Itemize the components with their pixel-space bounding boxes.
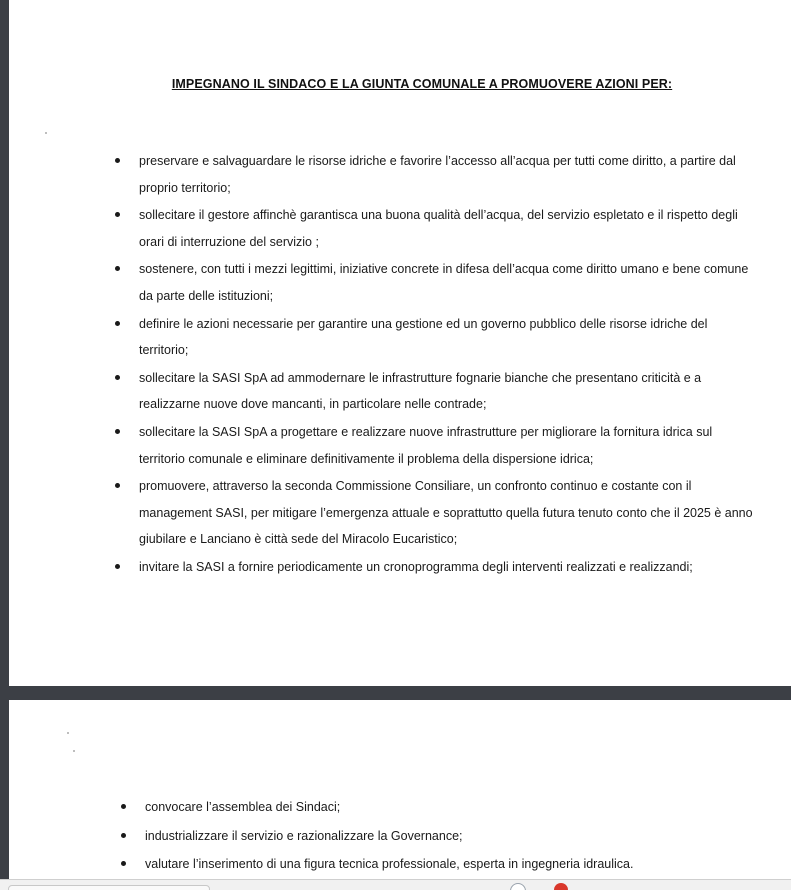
list-item-text: sollecitare il gestore affinchè garantisca una buona qualità dell’acqua, del servizio espletato e il rispetto degli orari di interruzione del servizio ; [139,208,738,249]
bullet-icon [115,564,120,569]
list-item-text: convocare l’assemblea dei Sindaci; [145,800,341,814]
app-icon[interactable] [554,883,568,890]
section-heading: IMPEGNANO IL SINDACO E LA GIUNTA COMUNALE A PROMUOVERE AZIONI PER: [171,77,673,91]
bottom-toolbar [0,879,791,890]
list-item-text: sollecitare la SASI SpA a progettare e realizzare nuove infrastrutture per migliorare la fornitura idrica sul territorio comunale e eliminare definitivamente il problema della dispersione idrica; [139,424,713,466]
scan-speck [73,750,75,752]
list-item [113,148,753,201]
bullet-icon [115,321,120,326]
scan-speck [45,132,47,134]
list-item [113,419,753,472]
bullet-icon [115,483,120,488]
scan-speck [67,732,69,734]
list-item [119,851,759,879]
list-item-text: industrializzare il servizio e razionalizzare la Governance; [145,828,463,843]
list-item [119,823,759,851]
list-item [113,554,753,581]
bullet-icon [115,429,120,434]
list-item [113,256,753,309]
list-item [113,365,753,418]
bullet-icon [115,375,120,380]
previous-content-cutoff [309,0,579,3]
document-page-2 [9,700,791,890]
list-item-text: invitare la SASI a fornire periodicamente un cronoprogramma degli interventi realizzati e realizzandi; [139,559,693,574]
list-item [113,202,753,255]
list-item [113,473,753,553]
bullet-icon [121,833,126,838]
list-item-text: valutare l’inserimento di una figura tecnica professionale, esperta in ingegneria idraulica. [145,857,634,872]
bullet-icon [115,212,120,217]
search-box[interactable] [8,885,210,890]
list-item-text: definire le azioni necessarie per garantire una gestione ed un governo pubblico delle risorse idriche del territorio; [139,316,708,358]
action-list [113,148,753,582]
list-item [113,311,753,364]
bullet-icon [115,266,120,271]
bullet-icon [121,804,126,809]
list-item-text: sollecitare la SASI SpA ad ammodernare le infrastrutture fognarie bianche che presentano criticità e a realizzarne nuove dove mancanti, in particolare nelle contrade; [139,370,702,412]
list-item [119,794,759,822]
document-page-1 [9,0,791,686]
bullet-icon [115,158,120,163]
action-list-continued [119,794,759,880]
list-item-text: promuovere, attraverso la seconda Commissione Consiliare, un confronto continuo e costante con il management SASI, per mitigare l’emergenza attuale e soprattutto quella futura tenuto conto che il 2025 è anno giubilare e Lanciano è città sede del Miracolo Eucaristico; [139,479,753,547]
list-item-text: preservare e salvaguardare le risorse idriche e favorire l’accesso all’acqua per tutti come diritto, a partire dal proprio territorio; [139,154,736,195]
list-item-text: sostenere, con tutti i mezzi legittimi, iniziative concrete in difesa dell’acqua come diritto umano e bene comune da parte delle istituzioni; [139,262,749,303]
bullet-icon [121,861,126,866]
app-icon[interactable] [510,883,526,890]
